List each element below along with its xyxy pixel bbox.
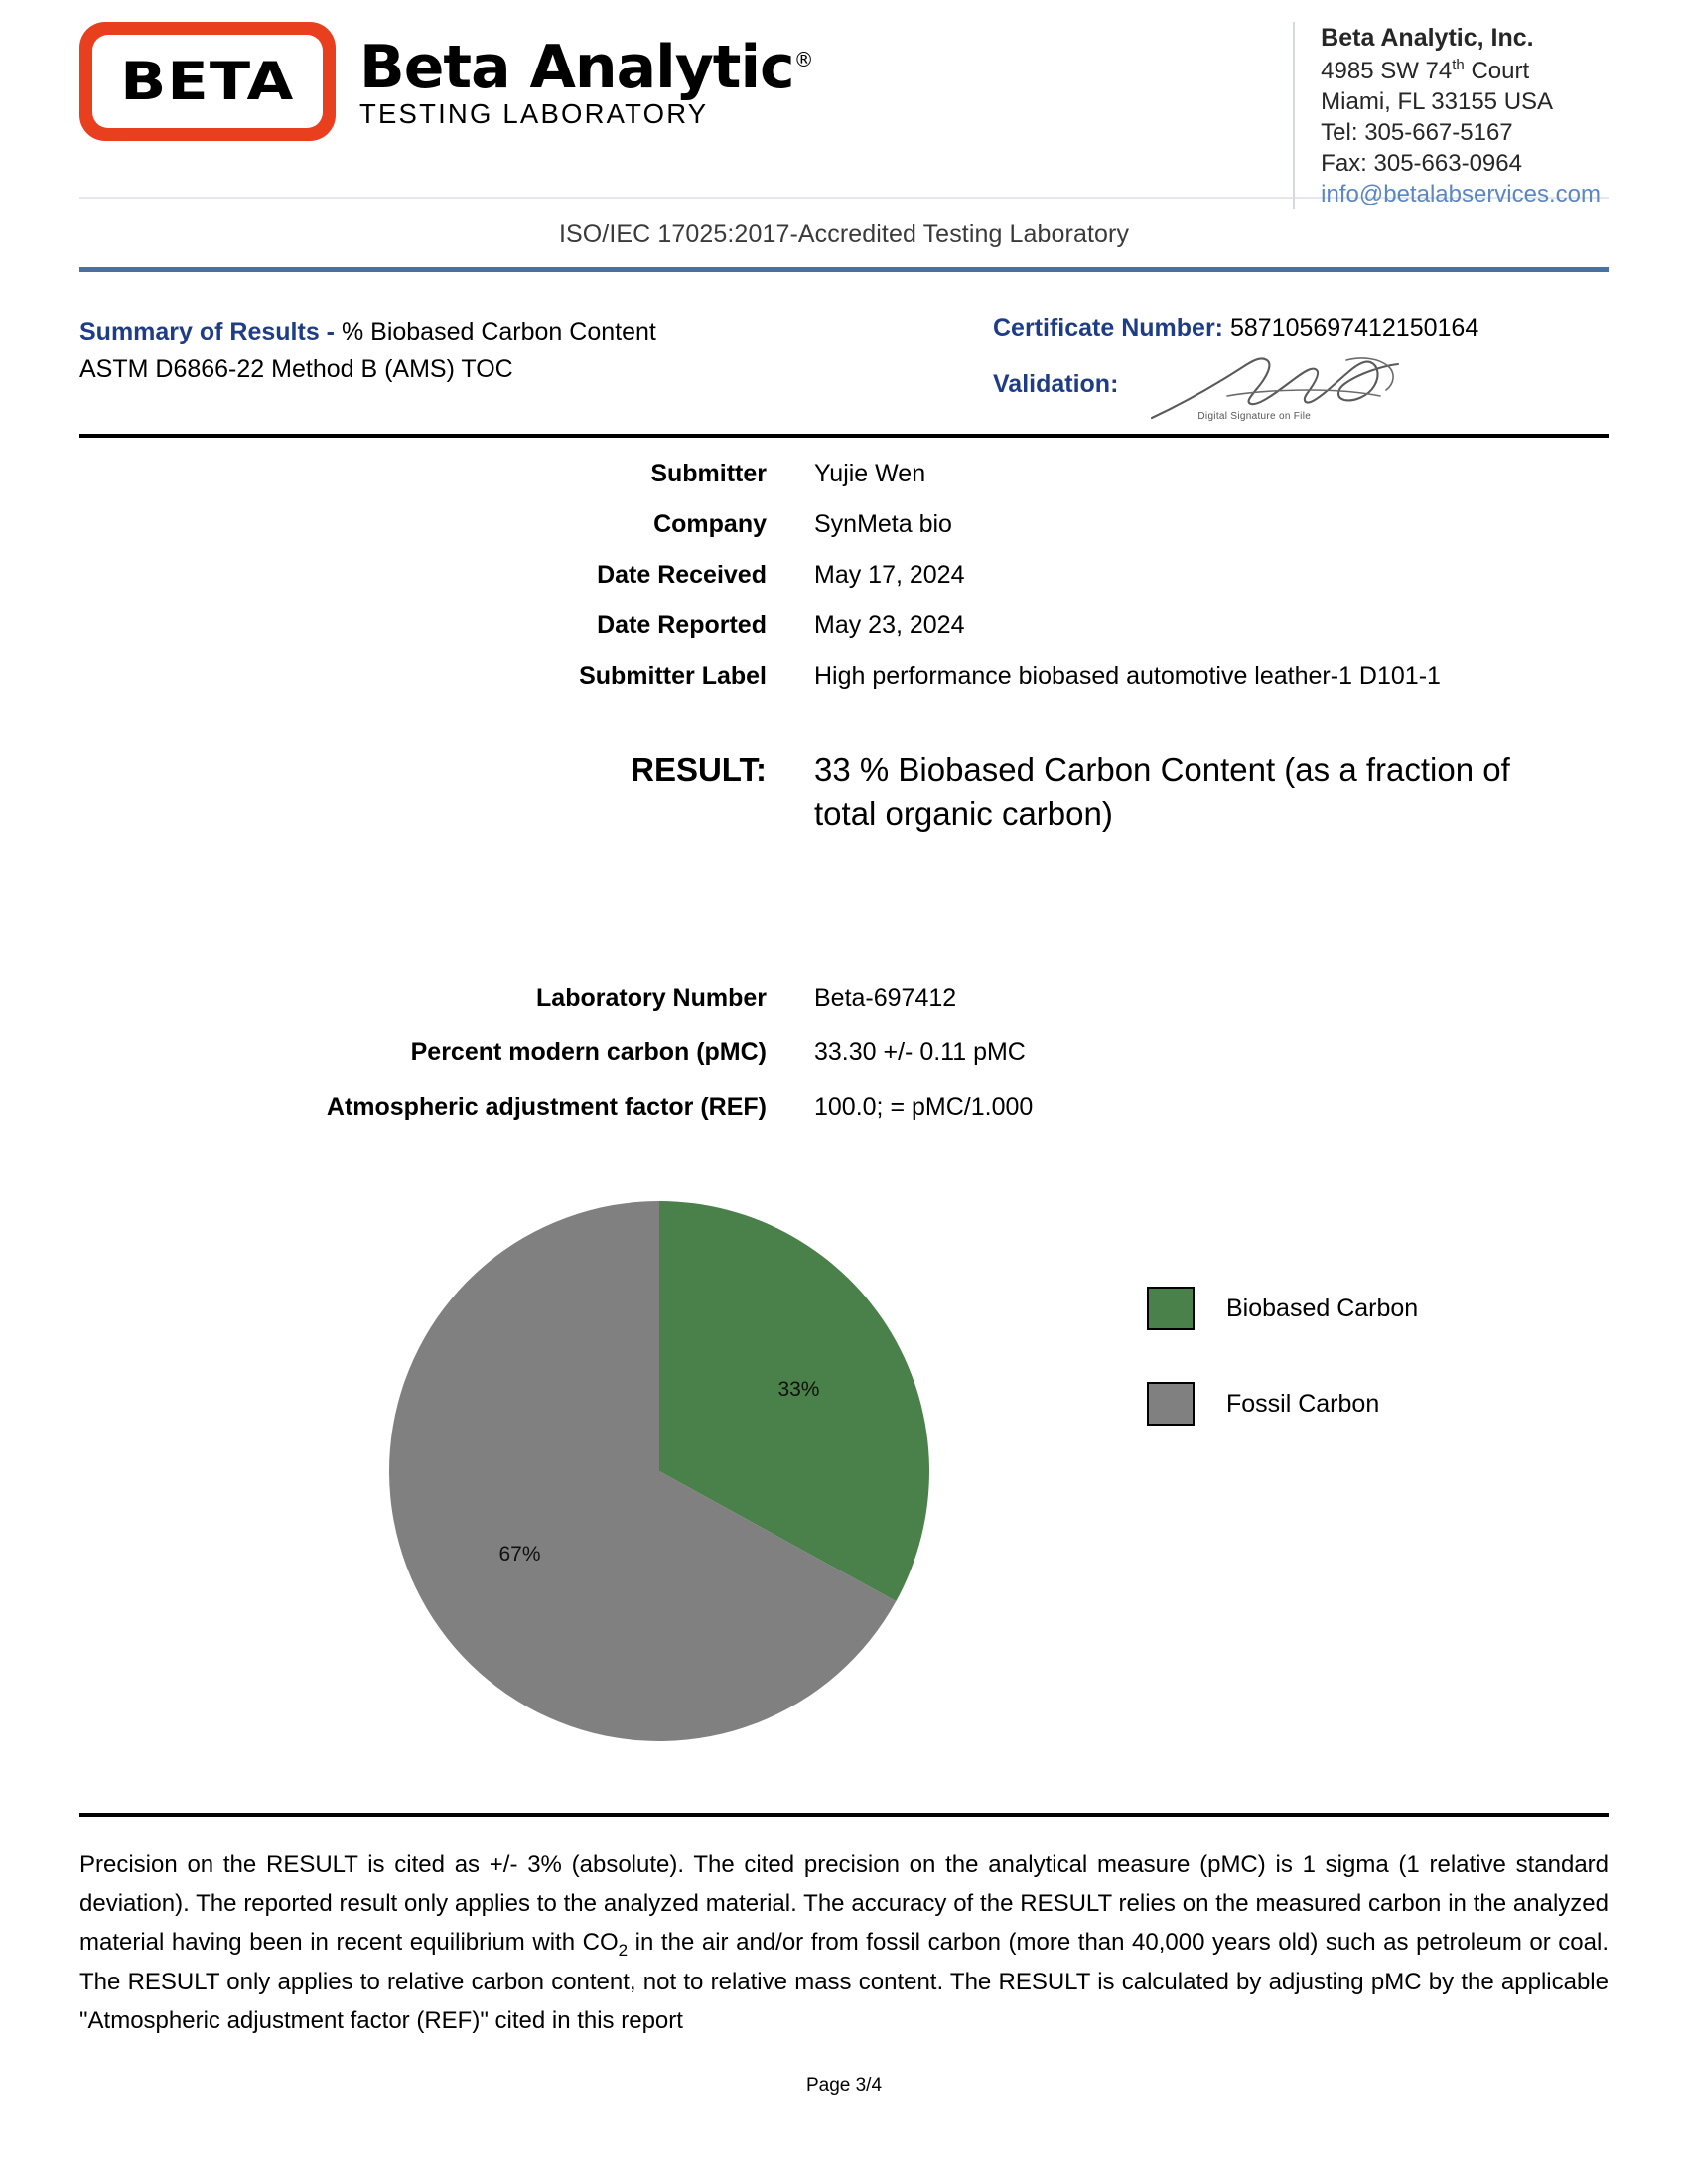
signature-caption: Digital Signature on File xyxy=(1197,411,1312,422)
address-street-suffix: Court xyxy=(1464,57,1530,84)
disclaimer-text xyxy=(79,1846,1609,2041)
brand-logo xyxy=(79,22,813,141)
contact-address-line2: Miami, FL 33155 USA xyxy=(1321,87,1554,115)
summary-method: ASTM D6866-22 Method B (AMS) TOC xyxy=(79,354,513,383)
lab-details-table xyxy=(79,984,1609,1122)
detail-value: May 23, 2024 xyxy=(814,612,965,639)
disclaimer-divider xyxy=(79,1813,1609,1817)
validation-label: Validation: xyxy=(993,370,1119,398)
summary-title-row xyxy=(79,314,656,351)
page-number: Page 3/4 xyxy=(805,2075,883,2096)
legend-label-fossil: Fossil Carbon xyxy=(1226,1389,1380,1418)
header-divider xyxy=(79,267,1609,272)
result-label: RESULT: xyxy=(631,751,767,788)
contact-address-line1 xyxy=(1321,56,1601,86)
pie-label-biobased: 33% xyxy=(777,1378,820,1402)
address-ordinal: th xyxy=(1452,56,1465,73)
submitter-details-table xyxy=(79,460,1609,691)
legend-item-biobased xyxy=(1147,1287,1418,1330)
detail-label: Submitter Label xyxy=(579,662,767,690)
detail-label: Company xyxy=(653,510,767,538)
disclaimer-part2: in the air and/or from fossil carbon (more than 40,000 years old) such as petroleum or coal. The RESULT only applies to relative carbon content, not to relative mass content. The RESULT is calculated by adjusting pMC by the applicable "Atmospheric adjustment factor (REF)" cited in this report xyxy=(79,1928,1610,2035)
summary-title-label: Summary of Results - xyxy=(79,318,336,345)
signature-image xyxy=(1142,356,1420,420)
contact-block xyxy=(1293,22,1601,209)
contact-email-link[interactable]: info@betalabservices.com xyxy=(1321,181,1601,208)
lab-detail-value: 100.0; = pMC/1.000 xyxy=(814,1093,1034,1122)
detail-label: Submitter xyxy=(650,460,767,487)
summary-left xyxy=(79,314,656,388)
detail-value: May 17, 2024 xyxy=(814,561,965,589)
beta-badge-text: BETA xyxy=(120,51,295,112)
certificate-number-value: 587105697412150164 xyxy=(1229,314,1479,341)
summary-right xyxy=(993,314,1609,420)
table-row xyxy=(79,662,1609,691)
wordmark xyxy=(359,34,813,130)
detail-value: SynMeta bio xyxy=(814,510,952,538)
table-row xyxy=(79,1093,1609,1122)
certificate-number-row xyxy=(993,314,1609,342)
table-row xyxy=(79,984,1609,1013)
lab-detail-label: Percent modern carbon (pMC) xyxy=(410,1038,767,1067)
result-section xyxy=(79,749,1609,835)
beta-badge-inner xyxy=(92,35,323,128)
disclaimer-subscript: 2 xyxy=(618,1940,629,1960)
biobased-carbon-pie-chart xyxy=(79,1191,1609,1807)
lab-detail-label: Atmospheric adjustment factor (REF) xyxy=(326,1093,767,1122)
detail-label: Date Received xyxy=(597,561,767,589)
certificate-number-label: Certificate Number: xyxy=(993,314,1223,341)
registered-mark-icon: ® xyxy=(793,47,813,71)
contact-company: Beta Analytic, Inc. xyxy=(1321,24,1534,52)
summary-divider xyxy=(79,434,1609,438)
pie-label-fossil: 67% xyxy=(498,1543,541,1567)
page-header xyxy=(79,0,1609,208)
address-street-number: 4985 SW 74 xyxy=(1321,57,1453,84)
result-value: 33 % Biobased Carbon Content (as a fraction of total organic carbon) xyxy=(814,751,1510,832)
detail-value: Yujie Wen xyxy=(814,460,926,487)
table-row xyxy=(79,612,1609,640)
contact-fax: Fax: 305-663-0964 xyxy=(1321,150,1522,178)
wordmark-tagline: TESTING LABORATORY xyxy=(359,97,709,129)
summary-title-value: % Biobased Carbon Content xyxy=(341,318,656,345)
detail-value: High performance biobased automotive leather-1 D101-1 xyxy=(814,662,1441,690)
table-row xyxy=(79,1038,1609,1067)
detail-label: Date Reported xyxy=(597,612,767,639)
accreditation-text: ISO/IEC 17025:2017-Accredited Testing Laboratory xyxy=(558,220,1130,248)
summary-section xyxy=(79,314,1609,420)
wordmark-main xyxy=(359,32,813,102)
table-row xyxy=(79,460,1609,488)
beta-badge-icon xyxy=(79,22,336,141)
lab-detail-value: 33.30 +/- 0.11 pMC xyxy=(814,1038,1026,1067)
legend-label-biobased: Biobased Carbon xyxy=(1226,1294,1419,1322)
chart-legend xyxy=(1147,1287,1418,1477)
legend-item-fossil xyxy=(1147,1382,1418,1426)
wordmark-text: Beta Analytic xyxy=(359,32,794,102)
table-row xyxy=(79,510,1609,539)
legend-swatch-fossil xyxy=(1147,1382,1195,1426)
contact-tel: Tel: 305-667-5167 xyxy=(1321,118,1513,146)
lab-detail-label: Laboratory Number xyxy=(536,984,767,1013)
legend-swatch-biobased xyxy=(1147,1287,1195,1330)
pie-svg xyxy=(387,1191,931,1747)
table-row xyxy=(79,561,1609,590)
validation-row xyxy=(993,356,1609,420)
disclaimer-part1: Precision on the RESULT is cited as +/- 3% (absolute). The cited precision on the analytical measure (pMC) is 1 sigma (1 relative standard deviation). The reported result only applies to the analyzed material. The accuracy of the RESULT relies on the measured carbon in the analyzed material having been in recent equilibrium with CO xyxy=(79,1851,1609,1956)
lab-detail-value: Beta-697412 xyxy=(814,984,957,1013)
